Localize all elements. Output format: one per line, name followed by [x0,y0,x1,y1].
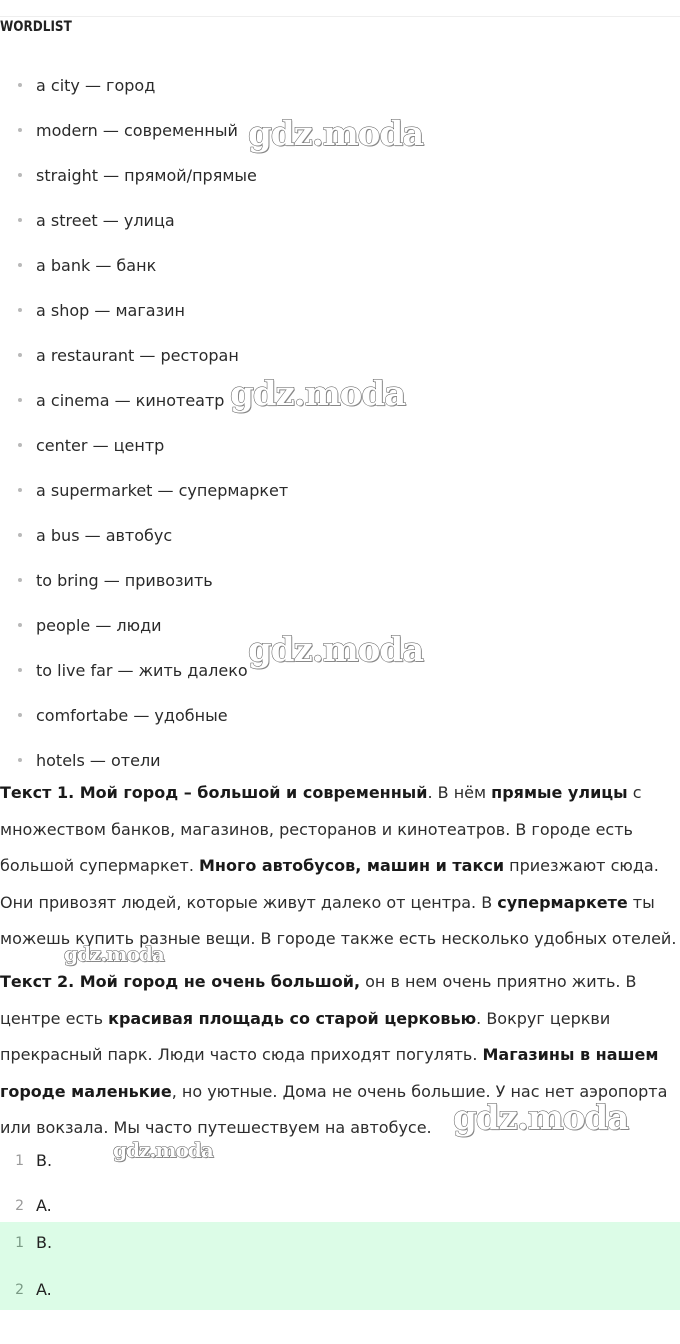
word-entry: straight — прямой/прямые [36,166,257,185]
word-entry: center — центр [36,436,165,455]
answer-number: 1 [15,1152,24,1169]
word-entry: comfortabe — удобные [36,706,228,725]
answer-row-highlighted [0,1220,680,1265]
wordlist [0,63,680,783]
answer-number: 1 [15,1234,24,1251]
bold-fragment: красивая площадь со старой церковью [108,1008,477,1028]
list-item [0,288,680,333]
word-entry: a bus — автобус [36,526,173,545]
word-entry: to bring — привозить [36,571,213,590]
text-1-paragraph [0,775,680,958]
list-item [0,153,680,198]
bullet-icon [18,623,22,627]
watermark: gdz.moda [453,1098,629,1138]
word-entry: a bank — банк [36,256,157,275]
watermark: gdz.moda [113,1138,213,1162]
bold-fragment: прямые улицы [491,783,628,802]
list-item [0,198,680,243]
bold-fragment: Магазины в нашем городе маленькие [0,1045,659,1101]
bullet-icon [18,83,22,87]
word-entry: modern — современный [36,121,238,140]
bullet-icon [18,173,22,177]
bullet-icon [18,488,22,492]
answer-value: A. [36,1196,52,1215]
answer-number: 2 [15,1197,24,1214]
word-entry: hotels — отели [36,751,161,770]
bullet-icon [18,533,22,537]
text-1-title: Текст 1. Мой город – большой и современный [0,783,428,802]
bullet-icon [18,578,22,582]
list-item [0,423,680,468]
word-entry: a supermarket — супермаркет [36,481,289,500]
answer-number: 2 [15,1281,24,1298]
bullet-icon [18,263,22,267]
top-divider [0,16,680,17]
list-item [0,243,680,288]
text-fragment: с множеством банков, магазинов, ресторанов и кинотеатров. В городе есть большой супермаркет. [0,783,642,875]
bullet-icon [18,308,22,312]
bullet-icon [18,668,22,672]
wordlist-heading: WORDLIST [0,19,72,35]
answer-value: B. [36,1233,53,1252]
watermark: gdz.moda [230,374,406,414]
text-fragment: приезжают сюда. Они привозят людей, которые живут далеко от центра. В [0,856,659,912]
answer-row-highlighted [0,1267,680,1312]
word-entry: a cinema — кинотеатр [36,391,225,410]
text-fragment: . В нём [427,783,492,802]
answer-value: B. [36,1151,53,1170]
word-entry: people — люди [36,616,162,635]
answer-value: A. [36,1280,52,1299]
list-item [0,333,680,378]
watermark: gdz.moda [64,942,164,966]
bullet-icon [18,128,22,132]
watermark: gdz.moda [248,630,424,670]
bold-fragment: Много автобусов, машин и такси [198,856,505,875]
text-fragment: . Вокруг церкви прекрасный парк. Люди часто сюда приходят погулять. [0,1008,611,1064]
bullet-icon [18,398,22,402]
text-fragment: он в нем очень приятно жить. В центре есть [0,972,637,1028]
text-2-title: Текст 2. Мой город не очень большой, [0,972,361,991]
word-entry: a shop — магазин [36,301,185,320]
bullet-icon [18,443,22,447]
list-item [0,693,680,738]
list-item [0,468,680,513]
word-entry: a city — город [36,76,156,95]
bullet-icon [18,758,22,762]
bullet-icon [18,713,22,717]
bold-fragment: супермаркете [497,892,628,912]
list-item [0,558,680,603]
list-item [0,63,680,108]
watermark: gdz.moda [248,114,424,154]
word-entry: to live far — жить далеко [36,661,248,680]
word-entry: a street — улица [36,211,175,230]
word-entry: a restaurant — ресторан [36,346,239,365]
text-fragment: , но уютные. Дома не очень большие. У нас нет аэропорта или вокзала. Мы часто путешествуем на автобусе. [0,1081,668,1137]
bullet-icon [18,218,22,222]
bullet-icon [18,353,22,357]
answer-row [0,1138,680,1183]
list-item [0,513,680,558]
text-fragment: ты можешь купить разные вещи. В городе также есть несколько удобных отелей. [0,892,677,948]
